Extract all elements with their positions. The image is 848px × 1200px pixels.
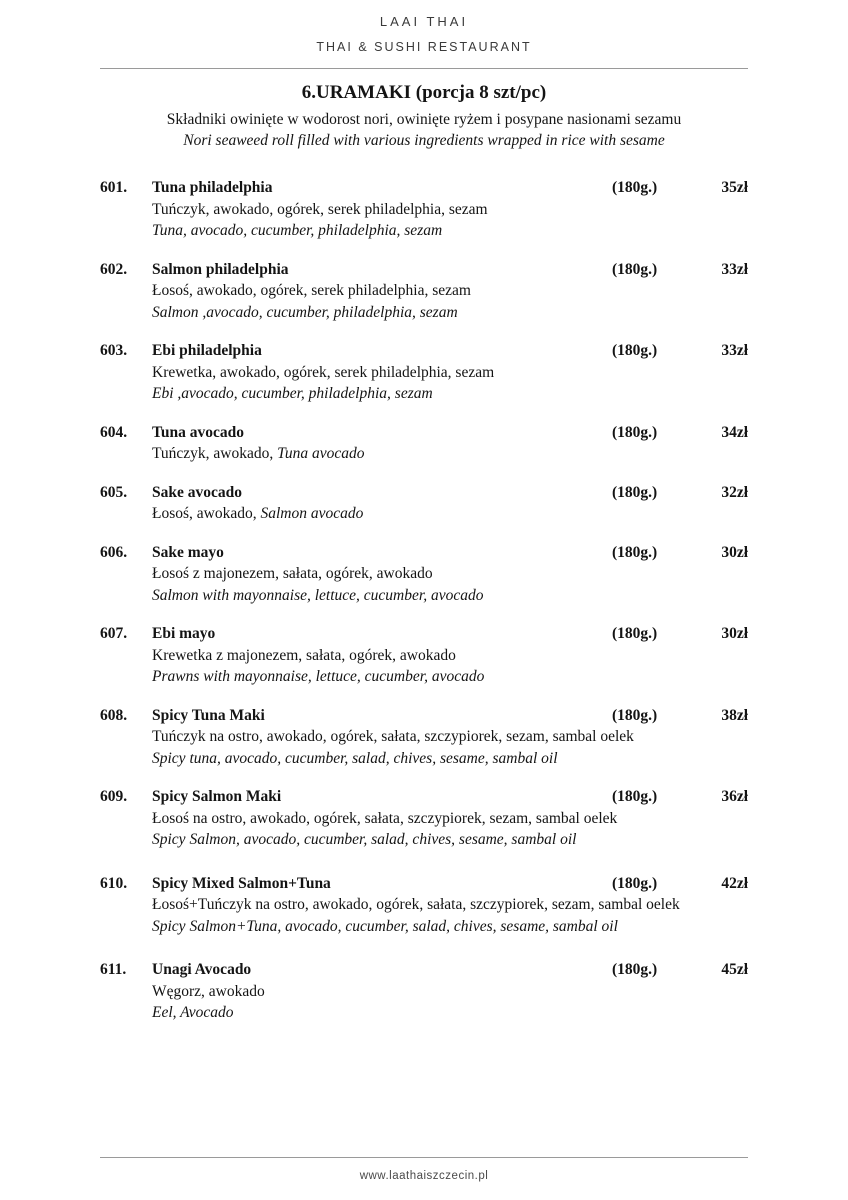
item-name: Sake mayo: [152, 543, 224, 561]
item-number: 603.: [100, 342, 128, 359]
menu-item: [100, 177, 748, 242]
item-description-english: Prawns with mayonnaise, lettuce, cucumber, avocado: [152, 668, 485, 685]
item-price: 35zł: [721, 179, 748, 196]
section-subtitle-english: Nori seaweed roll filled with various ingredients wrapped in rice with sesame: [183, 132, 665, 149]
item-number: 610.: [100, 874, 128, 892]
item-name: Sake avocado: [152, 483, 242, 501]
item-price: 32zł: [721, 483, 748, 501]
item-description-polish: Łosoś+Tuńczyk na ostro, awokado, ogórek, sałata, szczypiorek, sezam, sambal oelek: [152, 896, 680, 913]
item-name: Tuna avocado: [152, 423, 245, 441]
item-description-english-inline: Tuna avocado: [277, 445, 365, 462]
item-description-polish: Tuńczyk, awokado, Tuna avocado: [152, 445, 365, 462]
item-description-polish: Tuńczyk na ostro, awokado, ogórek, sałata, szczypiorek, sezam, sambal oelek: [152, 728, 634, 745]
item-weight: (180g.): [612, 706, 658, 724]
item-description-english: Tuna, avocado, cucumber, philadelphia, sezam: [152, 222, 443, 239]
section-heading: [100, 69, 748, 150]
item-number: 609.: [100, 788, 128, 805]
item-weight: (180g.): [612, 483, 658, 501]
item-weight: (180g.): [612, 543, 658, 561]
item-number: 601.: [100, 179, 128, 196]
item-price: 33zł: [721, 342, 748, 359]
item-name: Tuna philadelphia: [152, 179, 273, 196]
menu-item: [100, 422, 748, 465]
item-name: Ebi philadelphia: [152, 342, 262, 359]
item-description-english: Spicy Salmon+Tuna, avocado, cucumber, salad, chives, sesame, sambal oil: [152, 917, 618, 935]
item-description-polish: Krewetka z majonezem, sałata, ogórek, awokado: [152, 646, 456, 664]
item-description-english: Salmon ,avocado, cucumber, philadelphia, sezam: [152, 303, 458, 321]
item-price: 42zł: [721, 874, 748, 892]
item-price: 38zł: [721, 706, 748, 724]
item-number: 611.: [100, 961, 127, 978]
item-name: Ebi mayo: [152, 625, 216, 642]
section-title: 6.URAMAKI (porcja 8 szt/pc): [301, 82, 547, 103]
item-description-english: Eel, Avocado: [152, 1004, 234, 1021]
menu-item: [100, 705, 748, 770]
item-price: 30zł: [721, 625, 748, 642]
menu-item: [100, 959, 748, 1024]
website-url: www.laathaiszczecin.pl: [359, 1170, 489, 1182]
item-price: 34zł: [721, 423, 748, 441]
menu-item: [100, 623, 748, 688]
menu-item-list: [100, 177, 748, 1041]
menu-item: [100, 542, 748, 607]
item-description-polish: Łosoś z majonezem, sałata, ogórek, awokado: [152, 565, 433, 582]
item-description-polish: Łosoś na ostro, awokado, ogórek, sałata, szczypiorek, sezam, sambal oelek: [152, 809, 618, 827]
item-number: 604.: [100, 423, 128, 441]
section-subtitle-polish: Składniki owinięte w wodorost nori, owinięte ryżem i posypane nasionami sezamu: [166, 111, 682, 128]
item-description-english: Spicy Salmon, avocado, cucumber, salad, chives, sesame, sambal oil: [152, 831, 577, 848]
item-name: Salmon philadelphia: [152, 260, 289, 278]
item-number: 608.: [100, 706, 128, 724]
item-name: Spicy Salmon Maki: [152, 788, 282, 805]
menu-item: [100, 482, 748, 525]
item-description-english-inline: Salmon avocado: [260, 505, 364, 522]
item-weight: (180g.): [612, 961, 658, 978]
restaurant-tagline: THAI & SUSHI RESTAURANT: [316, 40, 532, 54]
item-weight: (180g.): [612, 260, 658, 278]
menu-item: [100, 786, 748, 851]
item-price: 30zł: [721, 543, 748, 561]
item-number: 607.: [100, 625, 128, 642]
footer-divider: [100, 1157, 748, 1158]
page-header: [100, 10, 748, 69]
item-weight: (180g.): [612, 342, 658, 359]
item-description-polish: Łosoś, awokado, Salmon avocado: [152, 505, 364, 522]
item-weight: (180g.): [612, 788, 658, 805]
item-description-polish: Łosoś, awokado, ogórek, serek philadelphia, sezam: [152, 282, 471, 299]
item-number: 602.: [100, 260, 128, 278]
item-description-polish: Węgorz, awokado: [152, 982, 265, 1000]
menu-item: [100, 873, 748, 938]
item-description-polish: Tuńczyk, awokado, ogórek, serek philadelphia, sezam: [152, 200, 488, 218]
menu-item: [100, 340, 748, 405]
item-weight: (180g.): [612, 423, 658, 441]
item-description-english: Salmon with mayonnaise, lettuce, cucumber, avocado: [152, 586, 484, 604]
item-weight: (180g.): [612, 179, 658, 196]
item-price: 45zł: [721, 961, 748, 978]
item-description-polish: Krewetka, awokado, ogórek, serek philadelphia, sezam: [152, 363, 495, 381]
restaurant-name: LAAI THAI: [379, 14, 469, 29]
item-name: Spicy Mixed Salmon+Tuna: [152, 874, 331, 892]
item-name: Unagi Avocado: [152, 961, 252, 978]
item-price: 33zł: [721, 260, 748, 278]
item-weight: (180g.): [612, 874, 658, 892]
item-number: 606.: [100, 543, 128, 561]
item-description-english: Spicy tuna, avocado, cucumber, salad, chives, sesame, sambal oil: [152, 749, 558, 767]
item-name: Spicy Tuna Maki: [152, 706, 265, 724]
page-footer: [100, 1157, 748, 1200]
item-description-english: Ebi ,avocado, cucumber, philadelphia, sezam: [152, 385, 433, 402]
item-price: 36zł: [721, 788, 748, 805]
item-weight: (180g.): [612, 625, 658, 642]
item-number: 605.: [100, 483, 128, 501]
menu-item: [100, 259, 748, 324]
